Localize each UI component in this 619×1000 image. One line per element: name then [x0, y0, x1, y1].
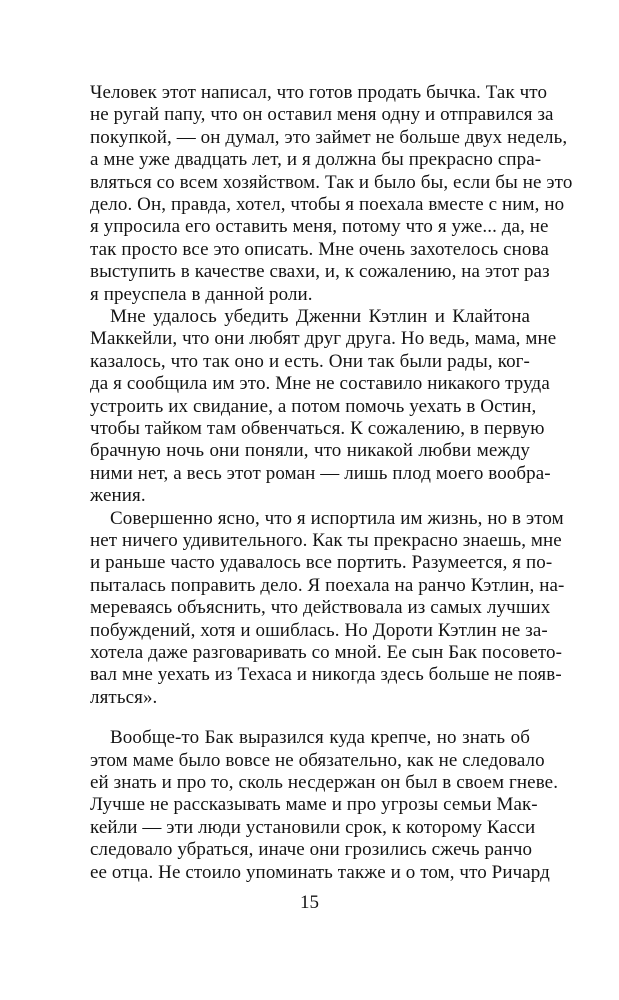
text-line: я преуспела в данной роли. [90, 284, 313, 305]
text-line: так просто все это описать. Мне очень захотелось снова [90, 239, 549, 260]
text-line: казалось, что так оно и есть. Они так были рады, ког- [90, 351, 530, 372]
text-line: Лучше не рассказывать маме и про угрозы семьи Мак- [90, 794, 538, 815]
text-line: ляться». [90, 687, 158, 708]
text-line: ее отца. Не стоило упоминать также и о том, что Ричард [90, 862, 550, 883]
text-line: покупкой, — он думал, это займет не больше двух недель, [90, 127, 568, 148]
page-number: 15 [300, 892, 319, 913]
text-line: да я сообщила им это. Мне не составило никакого труда [90, 373, 550, 394]
text-line: хотела даже разговаривать со мной. Ее сын Бак посовето- [90, 642, 563, 663]
text-line: следовало убраться, иначе они грозились сжечь ранчо [90, 839, 533, 860]
text-line: Вообще-то Бак выразился куда крепче, но знать об [110, 727, 530, 748]
text-line: ними нет, а весь этот роман — лишь плод моего вообра- [90, 463, 551, 484]
text-line: мереваясь объяснить, что действовала из самых лучших [90, 597, 551, 618]
text-line: а мне уже двадцать лет, и я должна бы прекрасно спра- [90, 149, 542, 170]
text-line: ей знать и про то, сколь несдержан он был в своем гневе. [90, 772, 559, 793]
text-line: Совершенно ясно, что я испортила им жизнь, но в этом [110, 508, 564, 529]
text-line: и раньше часто удавалось все портить. Разумеется, я по- [90, 552, 553, 573]
text-line: Мне удалось убедить Дженни Кэтлин и Клайтона [110, 306, 530, 327]
text-line: этом маме было вовсе не обязательно, как не следовало [90, 750, 545, 771]
text-line: я упросила его оставить меня, потому что я уже... да, не [90, 216, 549, 237]
text-line: нет ничего удивительного. Как ты прекрасно знаешь, мне [90, 530, 562, 551]
text-line: Маккейли, что они любят друг друга. Но ведь, мама, мне [90, 328, 557, 349]
text-line: чтобы тайком там обвенчаться. К сожалению, в первую [90, 418, 545, 439]
text-line: жения. [90, 485, 146, 506]
text-line: Человек этот написал, что готов продать бычка. Так что [90, 82, 548, 103]
text-line: не ругай папу, что он оставил меня одну и отправился за [90, 104, 554, 125]
text-line: пыталась поправить дело. Я поехала на ранчо Кэтлин, на- [90, 575, 565, 596]
text-line: кейли — эти люди установили срок, к которому Касси [90, 817, 536, 838]
text-line: выступить в качестве свахи, и, к сожалению, на этот раз [90, 261, 550, 282]
text-line: вляться со всем хозяйством. Так и было бы, если бы не это [90, 172, 573, 193]
text-line: побуждений, хотя и ошиблась. Но Дороти Кэтлин не за- [90, 620, 548, 641]
text-line: дело. Он, правда, хотел, чтобы я поехала вместе с ним, но [90, 194, 565, 215]
text-line: брачную ночь они поняли, что никакой любви между [90, 440, 530, 461]
text-line: устроить их свидание, а потом помочь уехать в Остин, [90, 396, 537, 417]
text-line: вал мне уехать из Техаса и никогда здесь больше не появ- [90, 664, 562, 685]
